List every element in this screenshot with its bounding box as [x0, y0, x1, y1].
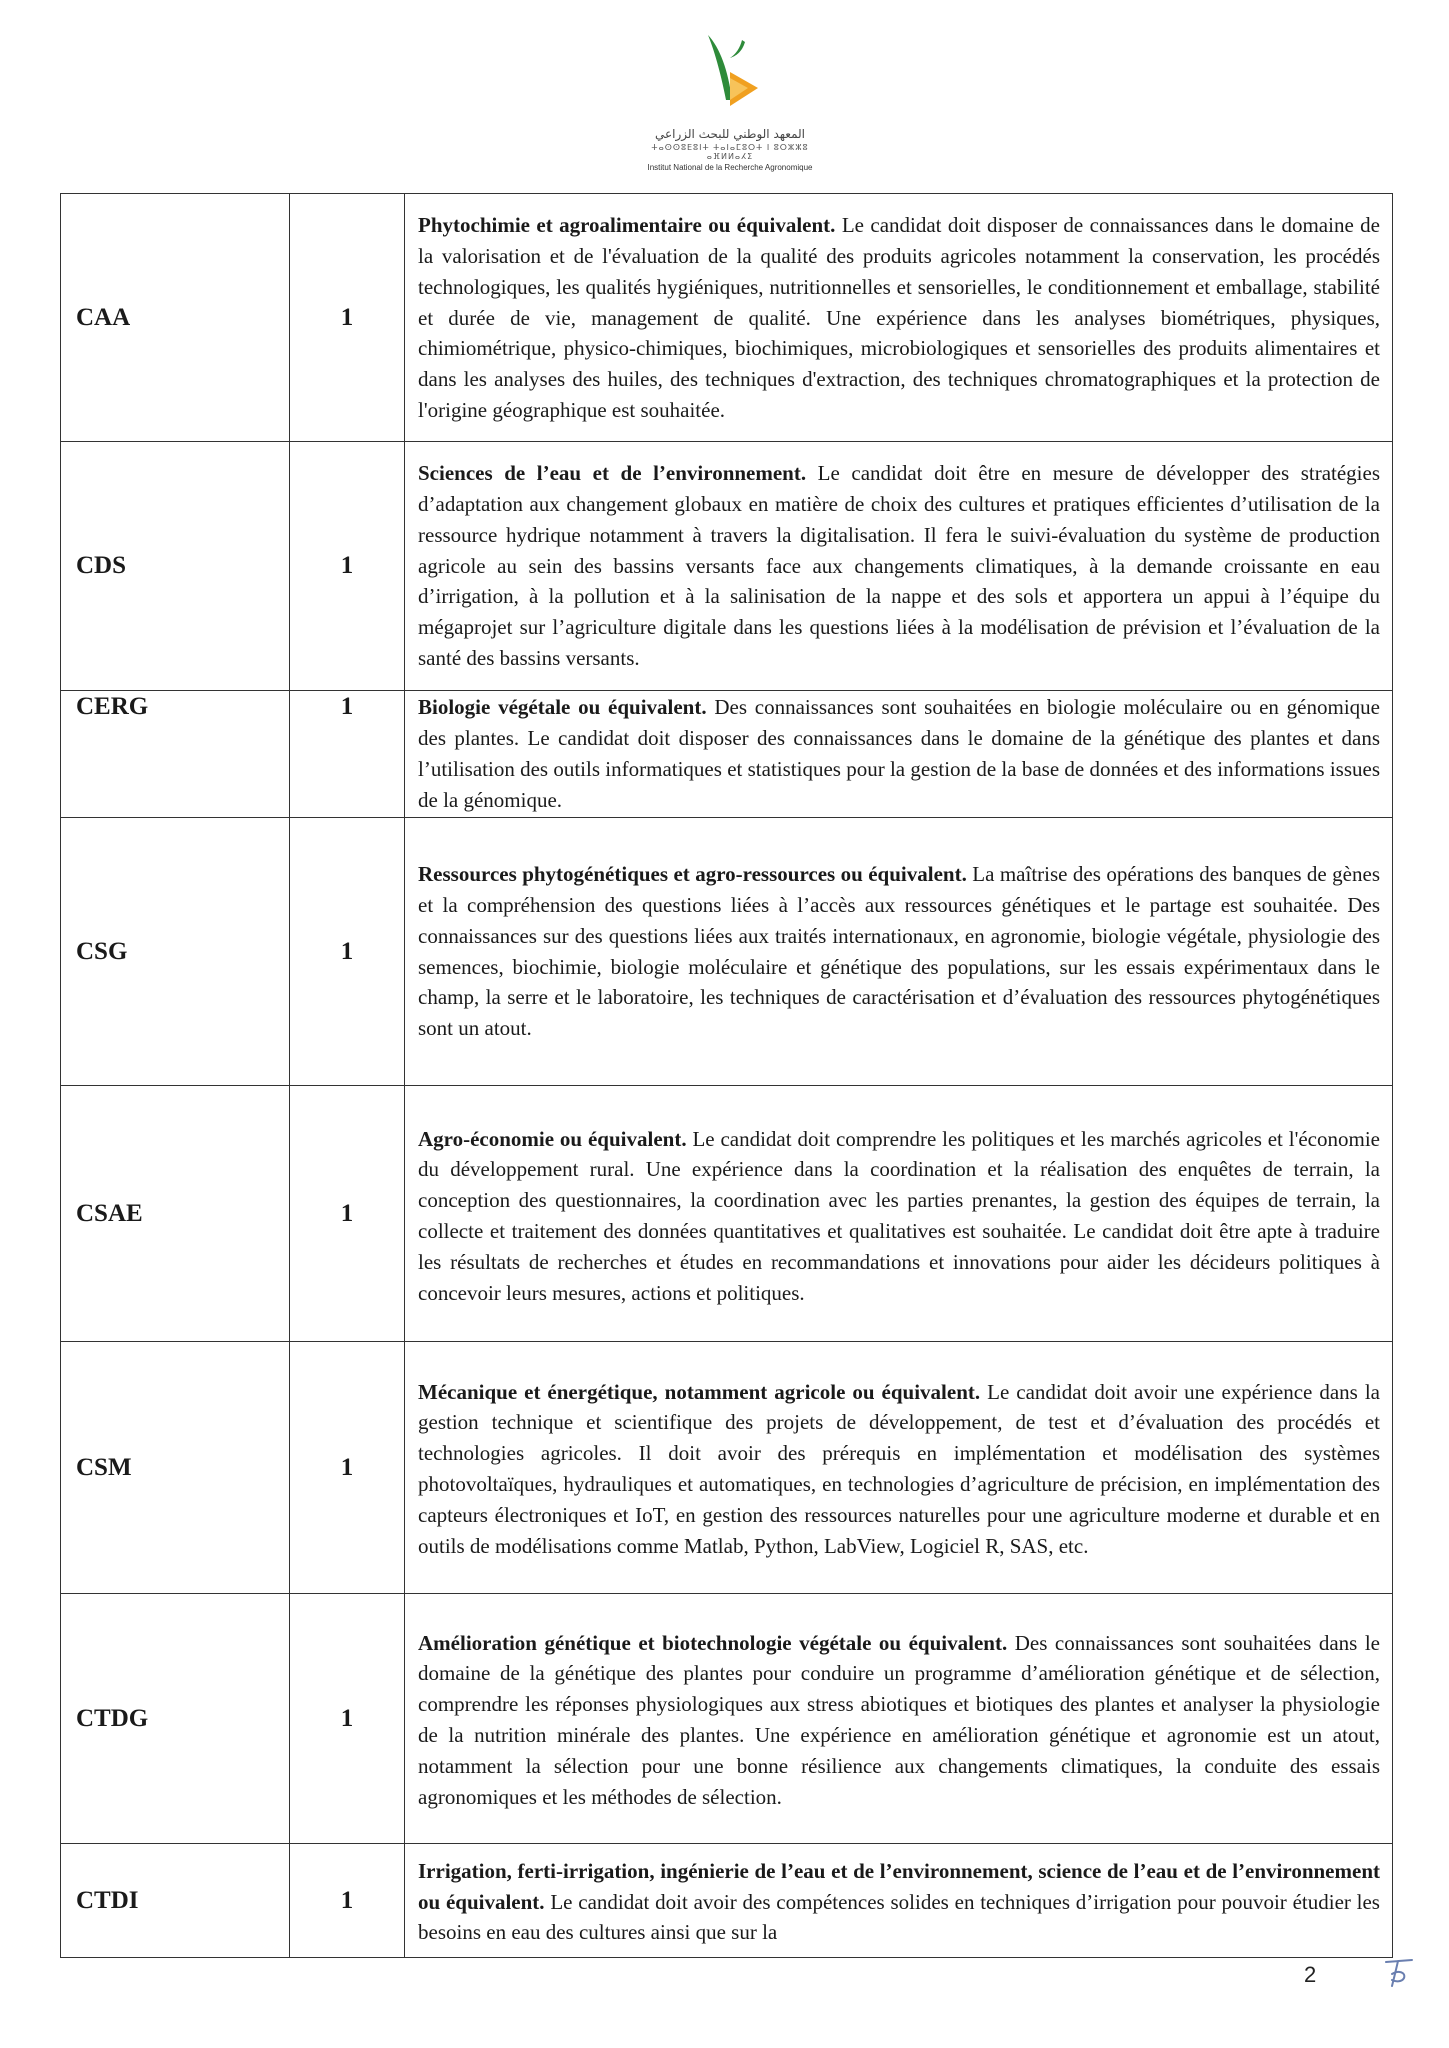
- row-text: Des connaissances sont souhaitées en biologie moléculaire ou en génomique des plantes. Le candidat doit disposer des connaissances dans le domaine de la génétique des plantes et dans l’utilisation des outils informatiques et statistiques pour la gestion de la base de données et des informations issues de la génomique.: [418, 695, 1380, 812]
- logo-emblem-icon: [690, 30, 770, 125]
- row-description: [405, 442, 1393, 691]
- row-code: CSAE: [61, 1086, 290, 1342]
- row-title: Phytochimie et agroalimentaire ou équivalent.: [418, 213, 836, 238]
- table-row: [61, 691, 1393, 818]
- row-count: 1: [290, 1086, 405, 1342]
- row-count: 1: [290, 818, 405, 1086]
- row-code: CAA: [61, 194, 290, 442]
- table-row: [61, 1844, 1393, 1958]
- handwritten-initials: [1378, 1952, 1418, 1992]
- page-number: 2: [1304, 1962, 1317, 1987]
- row-code: CTDI: [61, 1844, 290, 1958]
- row-count: 1: [290, 1342, 405, 1594]
- logo-tifinagh-text: ⵜⴰⵙⵙⵓⴹⵓⵏⵜ ⵜⴰⵏⴰⵎⵓⵔⵜ ⵏ ⵓⵔⵣⵣⵓ ⴰⴼⵍⵍⴰⵃⵉ: [651, 143, 809, 161]
- logo-arabic-text: المعهد الوطني للبحث الزراعي: [654, 127, 806, 141]
- table-row: [61, 194, 1393, 442]
- row-text: Le candidat doit disposer de connaissances dans le domaine de la valorisation et de l'évaluation de la qualité des produits agricoles notamment la conservation, les procédés technologiques, les qualités hygiéniques, nutritionnelles et sensorielles, le conditionnement et emballage, stabilité et durée de vie, management de qualité. Une expérience dans les analyses biométriques, physiques, chimiométrique, physico-chimiques, biochimiques, microbiologiques et sensorielles des produits alimentaires et dans les analyses des huiles, des techniques d'extraction, des techniques chromatographiques et la protection de l'origine géographique est souhaitée.: [418, 213, 1381, 422]
- inra-logo: [640, 30, 820, 195]
- row-description: [405, 1594, 1393, 1844]
- row-description: [405, 194, 1393, 442]
- row-code: CSG: [61, 818, 290, 1086]
- table-row: [61, 442, 1393, 691]
- row-text: Des connaissances sont souhaitées dans le domaine de la génétique des plantes pour conduire un programme d’amélioration génétique et de sélection, comprendre les réponses physiologiques aux stress abiotiques et biotiques des plantes et analyser la physiologie de la nutrition minérale des plantes. Une expérience en amélioration génétique et agronomie est un atout, notamment la sélection pour une bonne résilience aux changements climatiques, la conduite des essais agronomiques et les méthodes de sélection.: [418, 1630, 1380, 1809]
- table-row: [61, 1594, 1393, 1844]
- row-count: 1: [290, 1594, 405, 1844]
- row-count: 1: [290, 442, 405, 691]
- row-title: Ressources phytogénétiques et agro-ressources ou équivalent.: [418, 862, 967, 887]
- row-title: Agro-économie ou équivalent.: [418, 1126, 687, 1151]
- row-code: CTDG: [61, 1594, 290, 1844]
- table-row: [61, 818, 1393, 1086]
- table-row: [61, 1086, 1393, 1342]
- row-description: [405, 1086, 1393, 1342]
- row-text: Le candidat doit avoir une expérience dans la gestion technique et scientifique des projets de développement, de test et d’évaluation des procédés et technologies agricoles. Il doit avoir des prérequis en implémentation et modélisation des systèmes photovoltaïques, hydrauliques et automatiques, en technologies d’agriculture de précision, en implémentation des capteurs électroniques et IoT, en gestion des ressources naturelles pour une agriculture moderne et durable et en outils de modélisations comme Matlab, Python, LabView, Logiciel R, SAS, etc.: [418, 1379, 1380, 1558]
- row-description: [405, 691, 1393, 818]
- row-code: CDS: [61, 442, 290, 691]
- positions-table: [60, 193, 1393, 1958]
- row-description: [405, 1342, 1393, 1594]
- row-title: Biologie végétale ou équivalent.: [418, 695, 707, 720]
- row-text: Le candidat doit être en mesure de développer des stratégies d’adaptation aux changement globaux en matière de choix des cultures et pratiques efficientes d’utilisation de la ressource hydrique notamment à travers la digitalisation. Il fera le suivi-évaluation du système de production agricole au sein des bassins versants face aux changements climatiques, à la demande croissante en eau d’irrigation, à la pollution et à la salinisation de la nappe et des sols et apportera un appui à l’équipe du mégaprojet sur l’agriculture digitale dans les questions liées à la modélisation de prévision et l’évaluation de la santé des bassins versants.: [418, 461, 1380, 670]
- row-code: CERG: [61, 691, 290, 818]
- row-count: 1: [290, 1844, 405, 1958]
- row-title: Sciences de l’eau et de l’environnement.: [418, 461, 807, 486]
- row-text: Le candidat doit comprendre les politiques et les marchés agricoles et l'économie du développement rural. Une expérience dans la coordination et la réalisation des enquêtes de terrain, la conception des questionnaires, la coordination avec les parties prenantes, la gestion des équipes de terrain, la collecte et traitement des données quantitatives et qualitatives est souhaitée. Le candidat doit être apte à traduire les résultats de recherches et études en recommandations et innovations pour aider les décideurs politiques à concevoir leurs mesures, actions et politiques.: [418, 1126, 1380, 1305]
- row-count: 1: [290, 691, 405, 818]
- logo-french-text: Institut National de la Recherche Agronomique: [647, 163, 813, 172]
- row-description: [405, 818, 1393, 1086]
- row-count: 1: [290, 194, 405, 442]
- table-row: [61, 1342, 1393, 1594]
- row-title: Mécanique et énergétique, notamment agricole ou équivalent.: [418, 1379, 981, 1404]
- row-title: Irrigation, ferti-irrigation, ingénierie de l’eau et de l’environnement, science de l’eau et de l’environnement ou équivalent.: [418, 1858, 1380, 1914]
- row-text: Le candidat doit avoir des compétences solides en techniques d’irrigation pour pouvoir étudier les besoins en eau des cultures ainsi que sur la: [418, 1889, 1380, 1945]
- row-title: Amélioration génétique et biotechnologie végétale ou équivalent.: [418, 1630, 1008, 1655]
- row-code: CSM: [61, 1342, 290, 1594]
- row-description: [405, 1844, 1393, 1958]
- row-text: La maîtrise des opérations des banques de gènes et la compréhension des questions liées à l’accès aux ressources génétiques et le partage est souhaitée. Des connaissances sur des questions liées aux traités internationaux, en agronomie, biologie végétale, physiologie des semences, biochimie, biologie moléculaire et génétique des populations, sur les essais expérimentaux dans le champ, la serre et le laboratoire, les techniques de caractérisation et d’évaluation des ressources phytogénétiques sont un atout.: [418, 862, 1380, 1041]
